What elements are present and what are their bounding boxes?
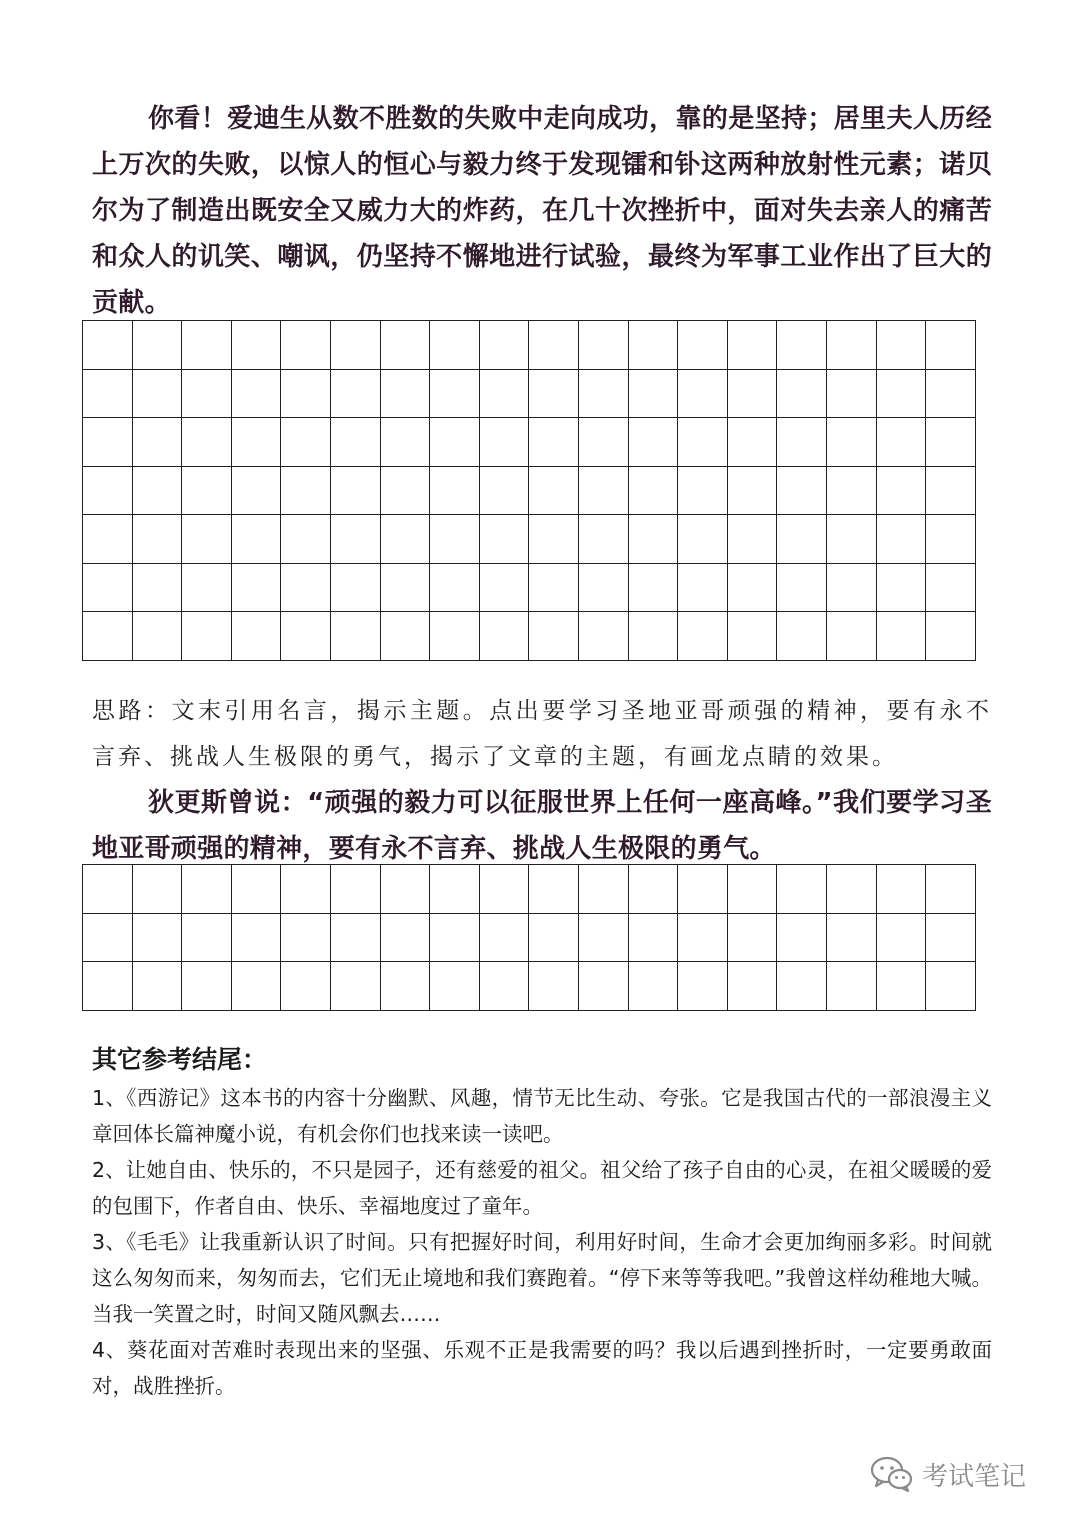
grid-cell[interactable] [381, 962, 431, 1011]
grid-cell[interactable] [182, 865, 232, 914]
grid-cell[interactable] [133, 962, 183, 1011]
endings-list [92, 1080, 992, 1404]
grid-cell[interactable] [83, 914, 133, 963]
grid-cell[interactable] [827, 612, 877, 661]
grid-cell[interactable] [381, 418, 431, 467]
grid-cell[interactable] [777, 515, 827, 564]
grid-cell[interactable] [133, 467, 183, 516]
grid-cell[interactable] [381, 321, 431, 370]
grid-cell[interactable] [678, 564, 728, 613]
grid-cell[interactable] [926, 515, 976, 564]
grid-cell[interactable] [777, 914, 827, 963]
grid-cell[interactable] [728, 418, 778, 467]
grid-cell[interactable] [182, 370, 232, 419]
grid-cell[interactable] [83, 612, 133, 661]
grid-cell[interactable] [579, 321, 629, 370]
grid-cell[interactable] [827, 564, 877, 613]
grid-cell[interactable] [232, 418, 282, 467]
grid-cell[interactable] [877, 370, 927, 419]
grid-cell[interactable] [629, 564, 679, 613]
grid-cell[interactable] [877, 612, 927, 661]
grid-cell[interactable] [827, 865, 877, 914]
grid-cell[interactable] [827, 962, 877, 1011]
grid-cell[interactable] [182, 321, 232, 370]
grid-cell[interactable] [877, 467, 927, 516]
ending-item-4: 4、葵花面对苦难时表现出来的坚强、乐观不正是我需要的吗？我以后遇到挫折时，一定要勇敢面对，战胜挫折。 [92, 1338, 992, 1398]
grid-cell[interactable] [579, 370, 629, 419]
grid-cell[interactable] [281, 418, 331, 467]
grid-cell[interactable] [182, 612, 232, 661]
grid-cell[interactable] [877, 564, 927, 613]
grid-cell[interactable] [480, 370, 530, 419]
grid-cell[interactable] [430, 467, 480, 516]
grid-cell[interactable] [926, 962, 976, 1011]
grid-cell[interactable] [381, 865, 431, 914]
grid-cell[interactable] [331, 467, 381, 516]
grid-cell[interactable] [728, 564, 778, 613]
grid-cell[interactable] [827, 370, 877, 419]
grid-cell[interactable] [430, 865, 480, 914]
grid-cell[interactable] [678, 515, 728, 564]
grid-cell[interactable] [579, 467, 629, 516]
grid-cell[interactable] [480, 564, 530, 613]
grid-cell[interactable] [331, 962, 381, 1011]
grid-cell[interactable] [430, 962, 480, 1011]
grid-cell[interactable] [331, 865, 381, 914]
grid-cell[interactable] [480, 962, 530, 1011]
grid-cell[interactable] [629, 370, 679, 419]
writing-grid-small[interactable] [82, 864, 976, 1011]
grid-cell[interactable] [678, 865, 728, 914]
watermark [870, 1455, 1026, 1493]
grid-cell[interactable] [728, 370, 778, 419]
grid-cell[interactable] [678, 321, 728, 370]
grid-cell[interactable] [629, 418, 679, 467]
grid-cell[interactable] [281, 914, 331, 963]
grid-cell[interactable] [926, 370, 976, 419]
grid-cell[interactable] [83, 962, 133, 1011]
grid-cell[interactable] [629, 467, 679, 516]
grid-cell[interactable] [579, 865, 629, 914]
paragraph-dickens: 狄更斯曾说：“顽强的毅力可以征服世界上任何一座高峰。”我们要学习圣地亚哥顽强的精神，要有永不言弃、挑战人生极限的勇气。 [92, 788, 992, 864]
grid-cell[interactable] [381, 515, 431, 564]
grid-cell[interactable] [232, 962, 282, 1011]
grid-cell[interactable] [232, 467, 282, 516]
grid-cell[interactable] [827, 515, 877, 564]
grid-cell[interactable] [579, 962, 629, 1011]
grid-cell[interactable] [430, 370, 480, 419]
grid-cell[interactable] [827, 321, 877, 370]
grid-cell[interactable] [331, 321, 381, 370]
grid-cell[interactable] [331, 612, 381, 661]
grid-cell[interactable] [232, 515, 282, 564]
grid-cell[interactable] [480, 418, 530, 467]
grid-cell[interactable] [182, 418, 232, 467]
grid-cell[interactable] [529, 370, 579, 419]
grid-cell[interactable] [480, 914, 530, 963]
grid-cell[interactable] [877, 962, 927, 1011]
grid-cell[interactable] [430, 515, 480, 564]
grid-cell[interactable] [877, 418, 927, 467]
grid-cell[interactable] [926, 914, 976, 963]
grid-cell[interactable] [83, 515, 133, 564]
grid-cell[interactable] [529, 467, 579, 516]
grid-cell[interactable] [529, 612, 579, 661]
grid-cell[interactable] [232, 612, 282, 661]
grid-cell[interactable] [331, 515, 381, 564]
grid-cell[interactable] [926, 321, 976, 370]
grid-cell[interactable] [133, 612, 183, 661]
grid-cell[interactable] [629, 612, 679, 661]
grid-cell[interactable] [430, 914, 480, 963]
grid-cell[interactable] [281, 865, 331, 914]
grid-cell[interactable] [83, 418, 133, 467]
grid-cell[interactable] [182, 962, 232, 1011]
grid-cell[interactable] [83, 370, 133, 419]
grid-cell[interactable] [133, 370, 183, 419]
grid-cell[interactable] [728, 962, 778, 1011]
writing-grid-large[interactable] [82, 320, 976, 661]
grid-cell[interactable] [728, 612, 778, 661]
grid-cell[interactable] [182, 515, 232, 564]
grid-cell[interactable] [133, 914, 183, 963]
grid-cell[interactable] [232, 914, 282, 963]
grid-cell[interactable] [877, 515, 927, 564]
grid-cell[interactable] [133, 564, 183, 613]
grid-cell[interactable] [579, 515, 629, 564]
grid-cell[interactable] [232, 321, 282, 370]
grid-cell[interactable] [777, 418, 827, 467]
grid-cell[interactable] [430, 612, 480, 661]
grid-cell[interactable] [926, 418, 976, 467]
watermark-text: 考试笔记 [922, 1461, 1027, 1492]
grid-cell[interactable] [926, 865, 976, 914]
grid-cell[interactable] [281, 321, 331, 370]
grid-cell[interactable] [579, 612, 629, 661]
grid-cell[interactable] [529, 321, 579, 370]
grid-cell[interactable] [480, 321, 530, 370]
grid-cell[interactable] [430, 564, 480, 613]
grid-cell[interactable] [480, 612, 530, 661]
writing-tip: 思路：文末引用名言，揭示主题。点出要学习圣地亚哥顽强的精神，要有永不言弃、挑战人生极限的勇气，揭示了文章的主题，有画龙点睛的效果。 [92, 698, 992, 770]
grid-cell[interactable] [728, 865, 778, 914]
grid-cell[interactable] [877, 865, 927, 914]
grid-cell[interactable] [678, 612, 728, 661]
grid-cell[interactable] [182, 467, 232, 516]
grid-cell[interactable] [331, 564, 381, 613]
grid-cell[interactable] [133, 865, 183, 914]
grid-cell[interactable] [728, 914, 778, 963]
grid-cell[interactable] [133, 321, 183, 370]
other-endings-heading: 其它参考结尾： [92, 1045, 268, 1074]
grid-cell[interactable] [529, 418, 579, 467]
grid-cell[interactable] [133, 515, 183, 564]
grid-cell[interactable] [381, 612, 431, 661]
grid-cell[interactable] [430, 321, 480, 370]
grid-cell[interactable] [182, 914, 232, 963]
grid-cell[interactable] [777, 612, 827, 661]
grid-cell[interactable] [381, 467, 431, 516]
grid-cell[interactable] [480, 467, 530, 516]
grid-cell[interactable] [678, 467, 728, 516]
grid-cell[interactable] [529, 515, 579, 564]
grid-cell[interactable] [529, 865, 579, 914]
grid-cell[interactable] [281, 564, 331, 613]
grid-cell[interactable] [480, 865, 530, 914]
grid-cell[interactable] [777, 865, 827, 914]
grid-cell[interactable] [827, 914, 877, 963]
grid-cell[interactable] [83, 865, 133, 914]
grid-cell[interactable] [777, 321, 827, 370]
grid-cell[interactable] [331, 418, 381, 467]
grid-cell[interactable] [232, 370, 282, 419]
grid-cell[interactable] [182, 564, 232, 613]
grid-cell[interactable] [83, 321, 133, 370]
grid-cell[interactable] [281, 612, 331, 661]
grid-cell[interactable] [331, 370, 381, 419]
grid-cell[interactable] [281, 515, 331, 564]
grid-cell[interactable] [777, 467, 827, 516]
grid-cell[interactable] [926, 612, 976, 661]
grid-cell[interactable] [629, 962, 679, 1011]
grid-cell[interactable] [728, 467, 778, 516]
grid-cell[interactable] [678, 370, 728, 419]
grid-cell[interactable] [281, 467, 331, 516]
grid-cell[interactable] [629, 515, 679, 564]
grid-cell[interactable] [83, 564, 133, 613]
ending-item-3: 3、《毛毛》让我重新认识了时间。只有把握好时间，利用好时间，生命才会更加绚丽多彩。时间就这么匆匆而来，匆匆而去，它们无止境地和我们赛跑着。“停下来等等我吧。”我曾这样幼稚地大喊。当我一笑置之时，时间又随风飘去…… [92, 1230, 992, 1326]
grid-cell[interactable] [629, 865, 679, 914]
grid-cell[interactable] [529, 962, 579, 1011]
grid-cell[interactable] [678, 418, 728, 467]
grid-cell[interactable] [281, 370, 331, 419]
grid-cell[interactable] [629, 321, 679, 370]
grid-cell[interactable] [777, 962, 827, 1011]
grid-cell[interactable] [232, 865, 282, 914]
wechat-icon [870, 1455, 914, 1493]
ending-item-1: 1、《西游记》这本书的内容十分幽默、风趣，情节无比生动、夸张。它是我国古代的一部浪漫主义章回体长篇神魔小说，有机会你们也找来读一读吧。 [92, 1086, 992, 1146]
grid-cell[interactable] [777, 564, 827, 613]
grid-cell[interactable] [579, 914, 629, 963]
grid-cell[interactable] [281, 962, 331, 1011]
grid-cell[interactable] [926, 467, 976, 516]
grid-cell[interactable] [381, 564, 431, 613]
grid-cell[interactable] [728, 321, 778, 370]
grid-cell[interactable] [877, 914, 927, 963]
grid-cell[interactable] [629, 914, 679, 963]
grid-cell[interactable] [777, 370, 827, 419]
grid-cell[interactable] [579, 564, 629, 613]
grid-cell[interactable] [926, 564, 976, 613]
grid-cell[interactable] [529, 914, 579, 963]
grid-cell[interactable] [232, 564, 282, 613]
grid-cell[interactable] [381, 914, 431, 963]
paragraph-edison: 你看！爱迪生从数不胜数的失败中走向成功，靠的是坚持；居里夫人历经上万次的失败，以惊人的恒心与毅力终于发现镭和钋这两种放射性元素；诺贝尔为了制造出既安全又威力大的炸药，在几十次挫折中，面对失去亲人的痛苦和众人的讥笑、嘲讽，仍坚持不懈地进行试验，最终为军事工业作出了巨大的贡献。 [92, 104, 992, 318]
grid-cell[interactable] [728, 515, 778, 564]
grid-cell[interactable] [678, 962, 728, 1011]
grid-cell[interactable] [827, 418, 877, 467]
grid-cell[interactable] [331, 914, 381, 963]
grid-cell[interactable] [133, 418, 183, 467]
grid-cell[interactable] [480, 515, 530, 564]
grid-cell[interactable] [430, 418, 480, 467]
grid-cell[interactable] [678, 914, 728, 963]
ending-item-2: 2、让她自由、快乐的，不只是园子，还有慈爱的祖父。祖父给了孩子自由的心灵，在祖父暖暖的爱的包围下，作者自由、快乐、幸福地度过了童年。 [92, 1158, 992, 1218]
grid-cell[interactable] [381, 370, 431, 419]
grid-cell[interactable] [529, 564, 579, 613]
grid-cell[interactable] [579, 418, 629, 467]
grid-cell[interactable] [827, 467, 877, 516]
grid-cell[interactable] [877, 321, 927, 370]
grid-cell[interactable] [83, 467, 133, 516]
